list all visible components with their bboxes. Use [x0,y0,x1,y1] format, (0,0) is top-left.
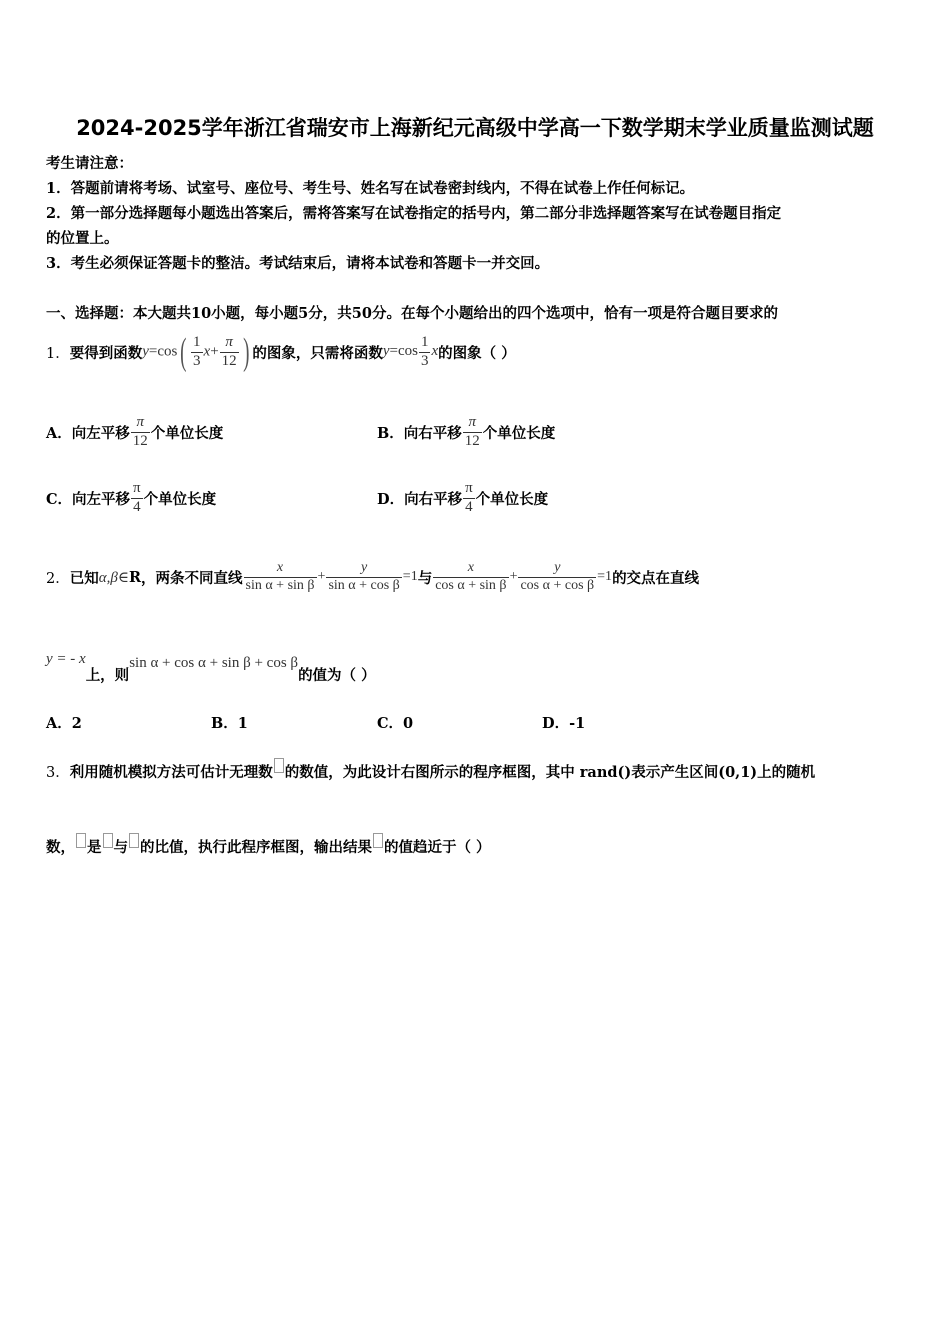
sum-expression: sin α + cos α + sin β + cos β [129,654,299,671]
missing-symbol-box [103,833,113,848]
line-1-equation [243,560,418,593]
question-3-cont [46,833,491,857]
notice-item: 2．第一部分选择题每小题选出答案后，需将答案写在试卷指定的括号内，第二部分非选择题答案写在试卷题目指定 [46,205,782,222]
option-label: C． [46,490,73,508]
var-x: x [203,343,211,360]
frac-denominator: 4 [465,498,473,515]
question-1 [46,328,516,376]
option-text: 个单位长度 [482,424,556,442]
option-label: B． [377,424,404,442]
notice-item: 1．答题前请将考场、试室号、座位号、考生号、姓名写在试卷密封线内，不得在试卷上作任何标记。 [46,180,695,197]
question-text: 与 [113,839,128,856]
frac-numerator: π [463,480,475,498]
question-2 [46,552,699,602]
question-text: 要得到函数 [69,344,143,362]
option-b[interactable]: B．1 [211,715,248,732]
plus-sign: + [317,569,326,585]
question-text: ，两条不同直线 [141,569,243,587]
option-a[interactable] [46,410,223,454]
notice-item: 3．考生必须保证答题卡的整洁。考试结束后，请将本试卷和答题卡一并交回。 [46,255,550,272]
notice-item: 的位置上。 [46,230,119,247]
frac-numerator: π [131,480,143,498]
eq-cos: =cos [148,343,178,360]
plus-sign: + [210,343,219,360]
frac-denominator: 12 [464,432,480,449]
question-number: 3． [46,765,70,781]
equals-one: =1 [402,569,418,585]
frac-numerator: 1 [419,334,431,352]
option-text: 个单位长度 [475,490,549,508]
frac-numerator: y [518,560,596,577]
option-a[interactable]: A．2 [46,715,82,732]
question-text: 的值趋近于（ ） [384,839,491,856]
var-x: x [431,343,439,360]
frac-denominator: sin α + cos β [328,577,400,593]
var-y: y [142,343,149,360]
eq-cos: =cos [389,343,418,360]
option-text: 个单位长度 [143,490,217,508]
var-y: y [382,343,390,360]
frac-denominator: 12 [132,432,148,449]
plus-sign: + [509,569,518,585]
question-text: 利用随机模拟方法可估计无理数 [69,764,273,781]
notice-heading: 考生请注意： [46,155,133,172]
section-heading: 一、选择题：本大题共10小题，每小题5分，共50分。在每个小题给出的四个选项中，恰有一项是符合题目要求的 [46,305,778,322]
option-label: D． [377,490,405,508]
question-number: 1． [46,345,70,362]
missing-symbol-box [274,758,284,773]
page-title: 2024-2025学年浙江省瑞安市上海新纪元高级中学高一下数学期末学业质量监测试题 [76,116,874,140]
frac-numerator: π [220,334,239,352]
frac-denominator: 4 [133,498,141,515]
option-text: 向右平移 [404,490,463,508]
question-text: 的图象（ ） [438,344,516,362]
frac-denominator: sin α + sin β [245,577,315,593]
question-text: 的图象，只需将函数 [252,344,383,362]
question-3 [46,758,815,782]
question-text: 的比值，执行此程序框图，输出结果 [140,839,372,856]
frac-numerator: y [326,560,401,577]
frac-numerator: x [244,560,317,577]
option-text: 个单位长度 [150,424,224,442]
missing-symbol-box [76,833,86,848]
missing-symbol-box [129,833,139,848]
option-d[interactable]: D．-1 [542,715,586,732]
frac-denominator: cos α + sin β [435,577,507,593]
option-c[interactable]: C．0 [377,715,414,732]
frac-numerator: 1 [191,334,203,352]
option-text: 向左平移 [71,424,130,442]
question-text: 数， [46,839,75,856]
question-text: 已知 [69,569,99,587]
option-b[interactable] [377,410,555,454]
option-text: 向右平移 [403,424,462,442]
question-text: 与 [417,569,433,587]
condition: α,β∈ [98,569,129,586]
equals-one: =1 [597,569,613,585]
line-equation: y = - x [46,650,86,667]
question-text: 的数值，为此设计右图所示的程序框图，其中 rand()表示产生区间(0,1)上的随机 [284,764,816,781]
question-2-cont [46,648,376,684]
option-d[interactable] [377,470,548,526]
real-set: R [128,568,141,586]
frac-denominator: 3 [420,352,429,369]
frac-denominator: cos α + cos β [520,577,595,593]
frac-denominator: 3 [193,352,201,369]
frac-numerator: x [433,560,508,577]
frac-denominator: 12 [221,352,237,369]
question-text: 是 [87,839,102,856]
frac-numerator: π [463,414,482,432]
question-text: 的交点在直线 [612,569,700,587]
source-function [383,334,438,370]
line-2-equation [432,560,612,593]
option-label: A． [46,424,72,442]
option-text: 向左平移 [72,490,131,508]
frac-numerator: π [131,414,150,432]
missing-symbol-box [373,833,383,848]
question-number: 2． [46,570,70,587]
target-function: y=cos( $\frac{1}{3}$ x+ $\frac{\pi}{12}$ ) [142,331,250,373]
question-text: 上，则 [85,666,130,684]
option-c[interactable] [46,470,216,526]
question-text: 的值为（ ） [298,666,376,684]
